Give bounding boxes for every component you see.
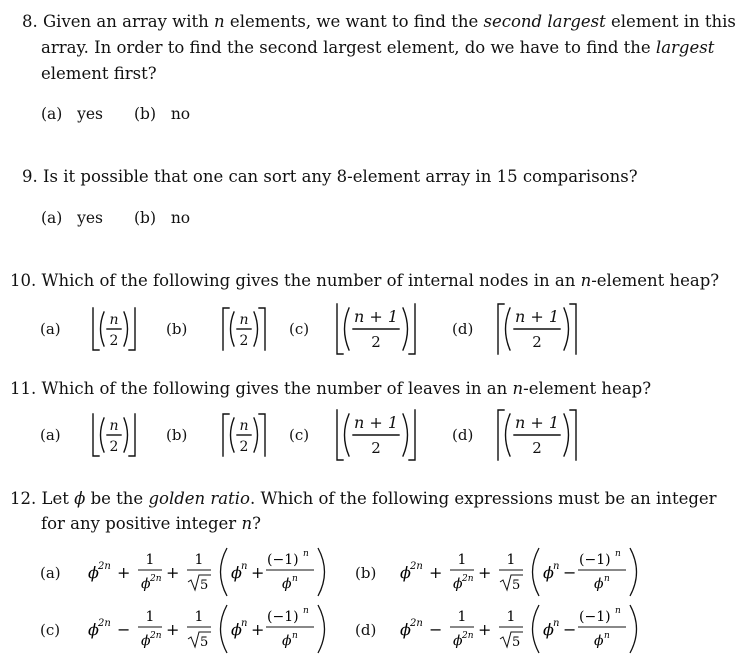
- svg-text:1: 1: [457, 552, 467, 568]
- svg-text:2n: 2n: [98, 618, 111, 629]
- q8-text: array. In order to find the second largest element, do we have to find the: [41, 38, 656, 57]
- question-12-number: 12.: [10, 489, 37, 508]
- question-11-number: 11.: [10, 379, 37, 398]
- q11c-numerator: n + 1: [353, 413, 399, 432]
- svg-text:n: n: [604, 631, 610, 641]
- svg-text:ϕ: ϕ: [400, 563, 411, 582]
- svg-text:5: 5: [512, 635, 521, 650]
- q8-option-b[interactable]: (b) no: [134, 105, 191, 123]
- q11c-denominator: 2: [371, 439, 381, 457]
- svg-text:ϕ: ϕ: [141, 633, 151, 649]
- svg-text:n: n: [303, 549, 309, 559]
- q10-label-a[interactable]: (a): [40, 320, 61, 338]
- svg-text:2n: 2n: [462, 631, 474, 641]
- svg-text:1: 1: [506, 552, 516, 568]
- q12-var: n: [241, 514, 253, 533]
- svg-text:+: +: [251, 620, 265, 639]
- svg-text:5: 5: [200, 635, 209, 650]
- svg-text:1: 1: [194, 552, 204, 568]
- svg-text:+: +: [166, 563, 180, 582]
- q11d-denominator: 2: [532, 439, 542, 457]
- question-8-number: 8.: [22, 12, 38, 31]
- svg-text:n: n: [303, 606, 309, 616]
- svg-text:ϕ: ϕ: [453, 576, 463, 592]
- q8-text: Given an array with: [43, 12, 215, 31]
- q8-emphasis: second largest: [483, 12, 606, 31]
- svg-text:ϕ: ϕ: [141, 576, 151, 592]
- q11b-numerator: n: [239, 418, 249, 434]
- svg-text:1: 1: [145, 609, 155, 625]
- q10b-numerator: n: [239, 312, 249, 328]
- svg-text:ϕ: ϕ: [88, 620, 99, 639]
- svg-text:(−1): (−1): [267, 552, 299, 568]
- q11-label-d[interactable]: (d): [452, 426, 474, 444]
- q12b-expression: [400, 548, 637, 596]
- svg-text:1: 1: [145, 552, 155, 568]
- svg-text:5: 5: [512, 578, 521, 593]
- q10-label-b[interactable]: (b): [166, 320, 188, 338]
- q12-text: be the: [85, 489, 149, 508]
- q11b-denominator: 2: [239, 439, 249, 455]
- svg-text:+: +: [117, 563, 131, 582]
- q10-text: Which of the following gives the number of internal nodes in an: [41, 271, 581, 290]
- svg-text:ϕ: ϕ: [282, 633, 292, 649]
- svg-text:2n: 2n: [462, 574, 474, 584]
- q10c-denominator: 2: [371, 333, 381, 351]
- q10-var: n: [580, 271, 592, 290]
- svg-text:ϕ: ϕ: [594, 576, 604, 592]
- q12-phi: ϕ: [74, 489, 86, 508]
- svg-text:n: n: [615, 549, 621, 559]
- svg-text:1: 1: [457, 609, 467, 625]
- q8-text: element first?: [41, 64, 157, 83]
- q11-text: Which of the following gives the number of leaves in an: [41, 379, 513, 398]
- q9-option-a[interactable]: (a) yes: [41, 209, 104, 227]
- question-9-line-1: [22, 165, 638, 189]
- q12-label-c[interactable]: (c): [40, 621, 61, 639]
- svg-text:n: n: [241, 618, 248, 629]
- question-8-line-1: [22, 10, 736, 34]
- question-10-line-1: [10, 269, 719, 293]
- q12a-expression: [88, 548, 325, 596]
- q12-emphasis: golden ratio: [148, 489, 250, 508]
- q12d-expression: [400, 605, 637, 653]
- q12-label-b[interactable]: (b): [355, 564, 377, 582]
- svg-text:n: n: [553, 618, 560, 629]
- q10-text: -element heap?: [591, 271, 720, 290]
- svg-text:n: n: [292, 631, 298, 641]
- svg-text:+: +: [166, 620, 180, 639]
- q12c-expression: [88, 605, 325, 653]
- q10b-denominator: 2: [239, 333, 249, 349]
- question-8-line-3: [41, 62, 157, 86]
- q12-label-a[interactable]: (a): [40, 564, 61, 582]
- q10c-numerator: n + 1: [353, 307, 399, 326]
- q11-text: -element heap?: [523, 379, 652, 398]
- svg-text:(−1): (−1): [579, 609, 611, 625]
- svg-text:2n: 2n: [98, 561, 111, 572]
- svg-text:+: +: [478, 563, 492, 582]
- svg-text:ϕ: ϕ: [543, 563, 554, 582]
- q11a-numerator: n: [109, 418, 119, 434]
- svg-text:+: +: [478, 620, 492, 639]
- q8-emphasis: largest: [655, 38, 715, 57]
- svg-text:2n: 2n: [410, 561, 423, 572]
- question-12-line-1: [10, 487, 717, 511]
- q11d-numerator: n + 1: [514, 413, 560, 432]
- q12-options-math: [0, 540, 721, 658]
- question-12-line-2: [41, 512, 261, 536]
- svg-text:ϕ: ϕ: [282, 576, 292, 592]
- q12-text: ?: [252, 514, 261, 533]
- svg-text:−: −: [429, 620, 443, 639]
- q11-label-b[interactable]: (b): [166, 426, 188, 444]
- q10a-denominator: 2: [109, 333, 119, 349]
- question-11-line-1: [10, 377, 651, 401]
- svg-text:(−1): (−1): [267, 609, 299, 625]
- q10d-numerator: n + 1: [514, 307, 560, 326]
- svg-text:n: n: [615, 606, 621, 616]
- svg-text:ϕ: ϕ: [453, 633, 463, 649]
- q8-text: elements, we want to find the: [224, 12, 484, 31]
- svg-text:2n: 2n: [150, 631, 162, 641]
- q12-text: Let: [41, 489, 75, 508]
- q11-var: n: [512, 379, 524, 398]
- svg-text:(−1): (−1): [579, 552, 611, 568]
- q11-label-c[interactable]: (c): [289, 426, 310, 444]
- q8-var: n: [214, 12, 225, 31]
- q9-text: Is it possible that one can sort any 8-element array in 15 comparisons?: [43, 167, 638, 186]
- q8-text: element in this: [605, 12, 736, 31]
- svg-text:n: n: [553, 561, 560, 572]
- question-8-line-2: [41, 36, 714, 60]
- q8-option-a[interactable]: (a) yes: [41, 105, 104, 123]
- svg-text:n: n: [241, 561, 248, 572]
- svg-text:ϕ: ϕ: [231, 563, 242, 582]
- q12-text: for any positive integer: [41, 514, 242, 533]
- svg-text:n: n: [604, 574, 610, 584]
- svg-text:n: n: [292, 574, 298, 584]
- question-10-number: 10.: [10, 271, 37, 290]
- q10-label-c[interactable]: (c): [289, 320, 310, 338]
- q12-label-d[interactable]: (d): [355, 621, 377, 639]
- svg-text:1: 1: [194, 609, 204, 625]
- svg-text:ϕ: ϕ: [594, 633, 604, 649]
- svg-text:ϕ: ϕ: [231, 620, 242, 639]
- svg-text:2n: 2n: [410, 618, 423, 629]
- svg-text:2n: 2n: [150, 574, 162, 584]
- q9-option-b[interactable]: (b) no: [134, 209, 191, 227]
- q11-options-math: [0, 406, 721, 468]
- svg-text:ϕ: ϕ: [543, 620, 554, 639]
- svg-text:+: +: [251, 563, 265, 582]
- svg-text:−: −: [563, 620, 577, 639]
- svg-text:5: 5: [200, 578, 209, 593]
- q10a-numerator: n: [109, 312, 119, 328]
- q10d-denominator: 2: [532, 333, 542, 351]
- svg-text:ϕ: ϕ: [400, 620, 411, 639]
- q12-text: . Which of the following expressions must be an integer: [250, 489, 717, 508]
- svg-text:−: −: [563, 563, 577, 582]
- q10-options-math: [0, 300, 721, 362]
- q10-label-d[interactable]: (d): [452, 320, 474, 338]
- svg-text:1: 1: [506, 609, 516, 625]
- question-9-number: 9.: [22, 167, 38, 186]
- svg-text:ϕ: ϕ: [88, 563, 99, 582]
- q11a-denominator: 2: [109, 439, 119, 455]
- svg-text:+: +: [429, 563, 443, 582]
- q11-label-a[interactable]: (a): [40, 426, 61, 444]
- svg-text:−: −: [117, 620, 131, 639]
